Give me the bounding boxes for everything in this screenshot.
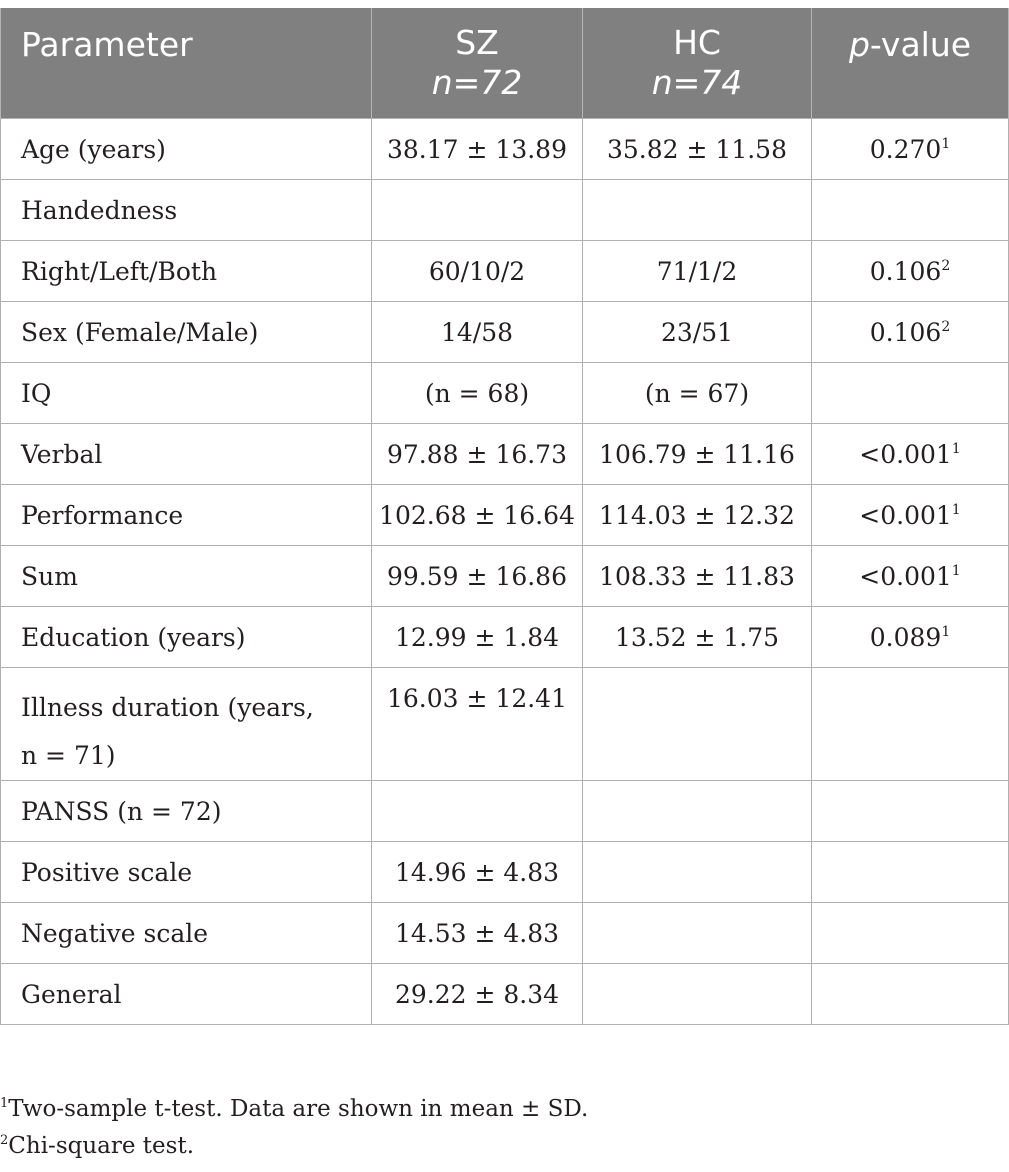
- row-hc-value: [583, 781, 812, 842]
- row-p-value: [812, 546, 1009, 607]
- row-parameter: Handedness: [1, 180, 372, 241]
- row-p-value: [812, 424, 1009, 485]
- p-value-footnote-mark: 1: [951, 440, 961, 457]
- row-sz-value: [372, 180, 583, 241]
- row-parameter-line1: Illness duration (years,: [21, 693, 314, 722]
- p-value-footnote-mark: 1: [941, 135, 951, 152]
- row-p-value: [812, 302, 1009, 363]
- p-value-text: 0.106: [869, 256, 942, 286]
- p-value-footnote-mark: 1: [951, 501, 961, 518]
- row-sz-value: 99.59 ± 16.86: [372, 546, 583, 607]
- footnote: [0, 1131, 588, 1168]
- row-hc-value: [583, 903, 812, 964]
- table-row: [1, 607, 1009, 668]
- row-p-value: [812, 363, 1009, 424]
- header-row: [1, 8, 1009, 119]
- p-value-text: 0.106: [869, 317, 942, 347]
- table-footnotes: [0, 1094, 588, 1168]
- header-p-italic: p: [848, 25, 870, 64]
- row-parameter: [1, 668, 372, 781]
- row-sz-value: 102.68 ± 16.64: [372, 485, 583, 546]
- row-hc-value: 71/1/2: [583, 241, 812, 302]
- row-p-value: [812, 180, 1009, 241]
- header-p-value: [812, 8, 1009, 119]
- p-value-footnote-mark: 1: [951, 562, 961, 579]
- table-row: [1, 363, 1009, 424]
- row-parameter: Verbal: [1, 424, 372, 485]
- footnote: [0, 1094, 588, 1131]
- table-row: [1, 485, 1009, 546]
- header-p-rest: -value: [869, 25, 972, 64]
- p-value-footnote-mark: 1: [941, 623, 951, 640]
- row-hc-value: 108.33 ± 11.83: [583, 546, 812, 607]
- row-parameter: General: [1, 964, 372, 1025]
- row-p-value: [812, 964, 1009, 1025]
- row-parameter: Age (years): [1, 119, 372, 180]
- row-parameter: Sex (Female/Male): [1, 302, 372, 363]
- p-value-footnote-mark: 2: [941, 318, 951, 335]
- footnote-text: Chi-square test.: [8, 1133, 194, 1159]
- header-sz: [372, 8, 583, 119]
- row-hc-value: 106.79 ± 11.16: [583, 424, 812, 485]
- row-sz-value: 14.96 ± 4.83: [372, 842, 583, 903]
- p-value-text: <0.001: [859, 439, 952, 469]
- row-hc-value: 23/51: [583, 302, 812, 363]
- table-row: [1, 302, 1009, 363]
- p-value-text: 0.270: [869, 134, 942, 164]
- row-sz-value-text: 16.03 ± 12.41: [387, 684, 567, 713]
- table-row: [1, 180, 1009, 241]
- table-row: [1, 546, 1009, 607]
- row-sz-value: [372, 668, 583, 781]
- p-value-footnote-mark: 2: [941, 257, 951, 274]
- table-row: [1, 424, 1009, 485]
- table-row: [1, 119, 1009, 180]
- header-hc-n: n=74: [651, 63, 743, 102]
- row-parameter: Sum: [1, 546, 372, 607]
- row-parameter: IQ: [1, 363, 372, 424]
- row-parameter: PANSS (n = 72): [1, 781, 372, 842]
- row-sz-value: 60/10/2: [372, 241, 583, 302]
- row-sz-value: 97.88 ± 16.73: [372, 424, 583, 485]
- row-parameter: Negative scale: [1, 903, 372, 964]
- row-hc-value: [583, 668, 812, 781]
- header-parameter: Parameter: [1, 8, 372, 119]
- row-sz-value: 38.17 ± 13.89: [372, 119, 583, 180]
- p-value-text: <0.001: [859, 500, 952, 530]
- p-value-text: 0.089: [869, 622, 942, 652]
- footnote-text: Two-sample t-test. Data are shown in mean ± SD.: [8, 1096, 589, 1122]
- table-row: [1, 903, 1009, 964]
- header-hc: [583, 8, 812, 119]
- row-parameter: Performance: [1, 485, 372, 546]
- row-p-value: [812, 119, 1009, 180]
- row-sz-value: 14.53 ± 4.83: [372, 903, 583, 964]
- row-parameter: Positive scale: [1, 842, 372, 903]
- row-sz-value: 12.99 ± 1.84: [372, 607, 583, 668]
- demographics-table: [0, 8, 1009, 1025]
- row-parameter: Education (years): [1, 607, 372, 668]
- row-hc-value: 114.03 ± 12.32: [583, 485, 812, 546]
- row-p-value: [812, 607, 1009, 668]
- row-p-value: [812, 842, 1009, 903]
- row-sz-value: [372, 781, 583, 842]
- row-p-value: [812, 241, 1009, 302]
- row-hc-value: [583, 964, 812, 1025]
- row-sz-value: 29.22 ± 8.34: [372, 964, 583, 1025]
- table-row: [1, 781, 1009, 842]
- row-hc-value: 13.52 ± 1.75: [583, 607, 812, 668]
- table-row: [1, 668, 1009, 781]
- row-sz-value: (n = 68): [372, 363, 583, 424]
- header-hc-label: HC: [673, 23, 721, 62]
- p-value-text: <0.001: [859, 561, 952, 591]
- row-p-value: [812, 903, 1009, 964]
- header-sz-label: SZ: [455, 23, 499, 62]
- row-sz-value: 14/58: [372, 302, 583, 363]
- row-hc-value: 35.82 ± 11.58: [583, 119, 812, 180]
- table-row: [1, 842, 1009, 903]
- header-sz-n: n=72: [431, 63, 523, 102]
- row-p-value: [812, 781, 1009, 842]
- footnote-mark: 2: [0, 1133, 9, 1148]
- table-row: [1, 964, 1009, 1025]
- row-p-value: [812, 668, 1009, 781]
- table-row: [1, 241, 1009, 302]
- row-hc-value: [583, 842, 812, 903]
- row-hc-value: [583, 180, 812, 241]
- row-p-value: [812, 485, 1009, 546]
- row-parameter: Right/Left/Both: [1, 241, 372, 302]
- footnote-mark: 1: [0, 1096, 9, 1111]
- row-hc-value: (n = 67): [583, 363, 812, 424]
- row-parameter-line2: n = 71): [21, 741, 116, 770]
